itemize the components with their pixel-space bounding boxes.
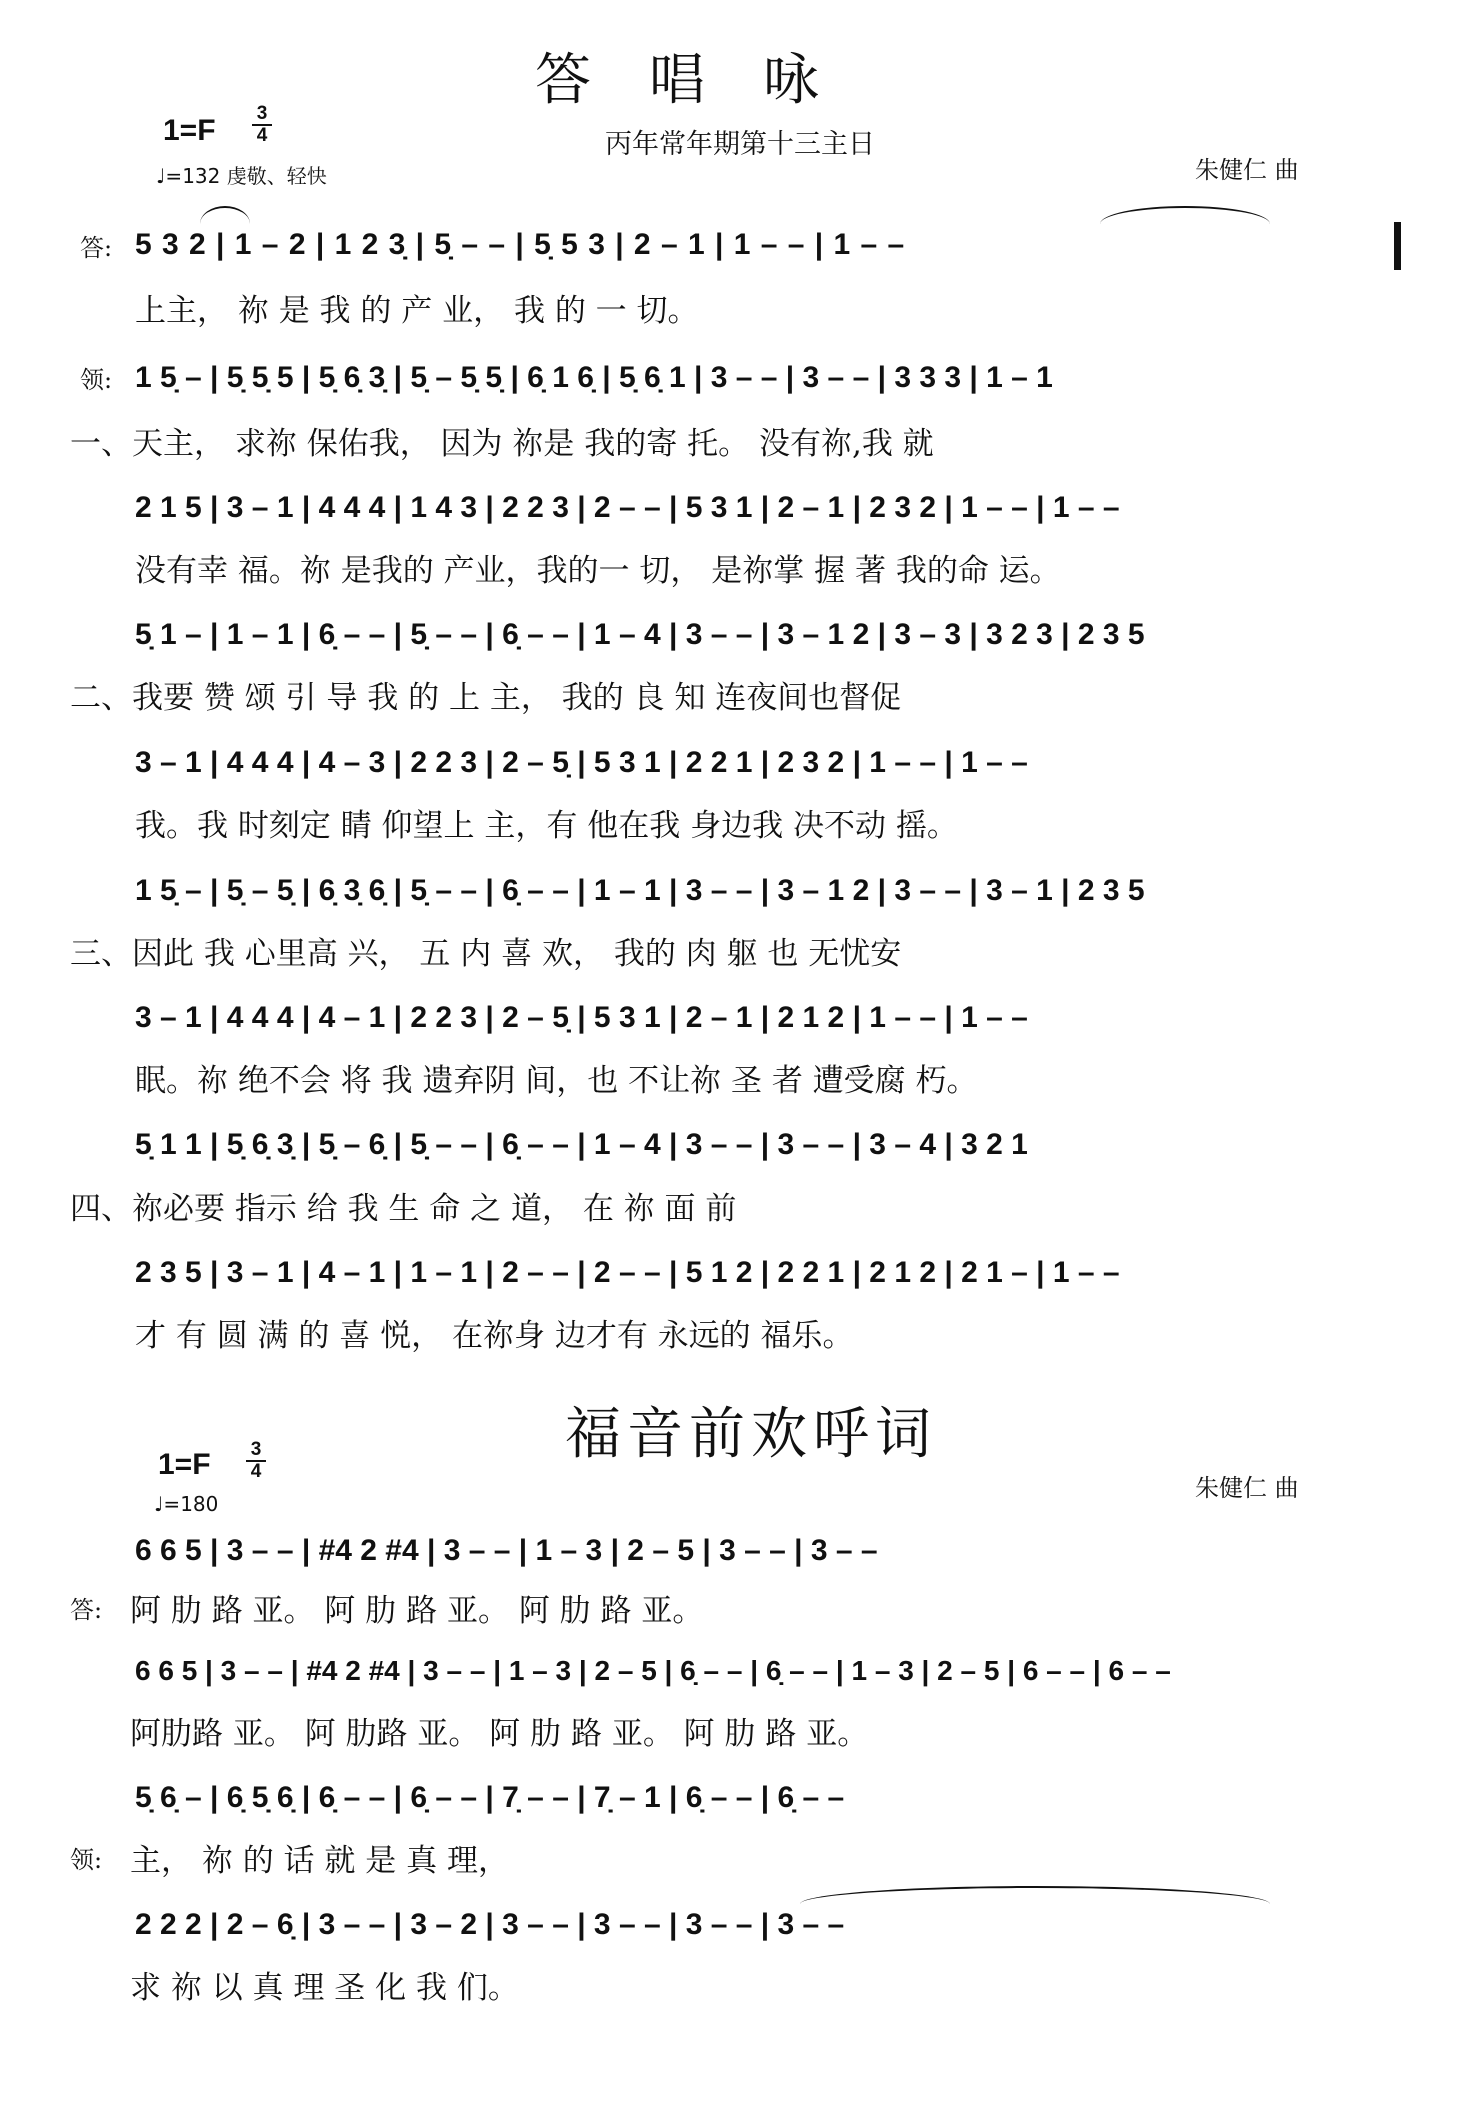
slur <box>200 206 250 224</box>
lyrics-line: 才 有 圆 满 的 喜 悦， 在祢身 边才有 永远的 福乐。 <box>135 1318 854 1354</box>
lyrics-line: 阿 肋 路 亚。 阿 肋 路 亚。 阿 肋 路 亚。 <box>130 1593 704 1629</box>
song2-time-signature <box>246 1440 266 1482</box>
notation-row <box>135 612 1400 658</box>
notation-row <box>135 1528 1400 1574</box>
notes: 2 3 5 | 3 – 1 | 4 – 1 | 1 – 1 | 2 – – | 2 – – | 5 1 2 | 2 2 1 | 2 1 2 | 2 1 – | 1 – – <box>135 1256 1120 1289</box>
row-label: 答: <box>70 1596 103 1624</box>
slur <box>1100 206 1270 224</box>
notes: 5̣ 1 – | 1 – 1 | 6̣ – – | 5̣ – – | 6̣ – – | 1 – 4 | 3 – – | 3 – 1 2 | 3 – 3 | 3 2 3 | 2 3 5 <box>135 618 1145 651</box>
time-top: 3 <box>250 1439 262 1460</box>
time-bottom: 4 <box>256 125 268 146</box>
notes: 2 1 5 | 3 – 1 | 4 4 4 | 1 4 3 | 2 2 3 | 2 – – | 5 3 1 | 2 – 1 | 2 3 2 | 1 – – | 1 – – <box>135 491 1120 524</box>
lyrics-line: 求 祢 以 真 理 圣 化 我 们。 <box>130 1970 519 2006</box>
lyrics-line: 我。我 时刻定 睛 仰望上 主，有 他在我 身边我 决不动 摇。 <box>135 808 958 844</box>
row-label: 领: <box>70 1846 103 1874</box>
lyrics-line: 没有幸 福。祢 是我的 产业，我的一 切， 是祢掌 握 著 我的命 运。 <box>135 553 1061 589</box>
row-label: 领: <box>80 366 113 394</box>
notes: 6 6 5 | 3 – – | #4 2 #4 | 3 – – | 1 – 3 | 2 – 5 | 3 – – | 3 – – <box>135 1534 878 1567</box>
lyrics-line: 眠。祢 绝不会 将 我 遗弃阴 间，也 不让祢 圣 者 遭受腐 朽。 <box>135 1063 978 1099</box>
song1-tempo: ♩=132 虔敬、轻快 <box>156 164 327 188</box>
time-top: 3 <box>256 103 268 124</box>
notation-row <box>135 355 1400 401</box>
song1-key: 1=F <box>163 114 216 147</box>
notes: 1 5̣ – | 5̣ 5̣ 5 | 5̣ 6̣ 3̣ | 5̣ – 5̣ 5̣ | 6̣ 1 6̣ | 5̣ 6̣ 1 | 3 – – | 3 – – | 3 3 3 | 1 – 1 <box>135 361 1053 394</box>
notes: 2 2 2 | 2 – 6̣ | 3 – – | 3 – 2 | 3 – – | 3 – – | 3 – – | 3 – – <box>135 1908 845 1941</box>
song2-title: 福音前欢呼词 <box>565 1402 937 1467</box>
notes: 5 3 2 | 1 – 2 | 1 2 3̣ | 5̣ – – | 5̣ 5 3 | 2 – 1 | 1 – – | 1 – – <box>135 228 906 261</box>
notation-row <box>135 1648 1400 1694</box>
notes: 5̣ 1 1 | 5̣ 6̣ 3̣ | 5̣ – 6̣ | 5̣ – – | 6̣ – – | 1 – 4 | 3 – – | 3 – – | 3 – 4 | 3 2 1 <box>135 1128 1028 1161</box>
notes: 6 6 5 | 3 – – | #4 2 #4 | 3 – – | 1 – 3 | 2 – 5 | 6̣ – – | 6̣ – – | 1 – 3 | 2 – 5 | 6 – – | 6 – – <box>135 1655 1171 1686</box>
notation-row <box>135 868 1400 914</box>
notation-row <box>135 485 1400 531</box>
song2-composer: 朱健仁 曲 <box>1195 1474 1299 1502</box>
notes: 3 – 1 | 4 4 4 | 4 – 3 | 2 2 3 | 2 – 5̣ | 5 3 1 | 2 2 1 | 2 3 2 | 1 – – | 1 – – <box>135 746 1028 779</box>
lyrics-line: 一、天主， 求祢 保佑我， 因为 祢是 我的寄 托。 没有祢,我 就 <box>70 426 934 462</box>
lyrics-line: 阿肋路 亚。 阿 肋路 亚。 阿 肋 路 亚。 阿 肋 路 亚。 <box>130 1716 869 1752</box>
song1-time-signature <box>252 104 272 146</box>
song1-title: 答唱咏 <box>535 48 877 113</box>
song2-key: 1=F <box>158 1448 211 1481</box>
lyrics-line: 四、祢必要 指示 给 我 生 命 之 道， 在 祢 面 前 <box>70 1191 737 1227</box>
lyrics-line: 上主， 祢 是 我 的 产 业， 我 的 一 切。 <box>135 293 699 329</box>
lyrics-line: 三、因此 我 心里高 兴， 五 内 喜 欢， 我的 肉 躯 也 无忧安 <box>70 936 902 972</box>
time-bottom: 4 <box>250 1461 262 1482</box>
song2-tempo: ♩=180 <box>154 1492 219 1516</box>
notes: 3 – 1 | 4 4 4 | 4 – 1 | 2 2 3 | 2 – 5̣ | 5 3 1 | 2 – 1 | 2 1 2 | 1 – – | 1 – – <box>135 1001 1028 1034</box>
song1-subtitle: 丙年常年期第十三主日 <box>605 129 875 160</box>
notation-row <box>135 1775 1400 1821</box>
song1-composer: 朱健仁 曲 <box>1195 156 1299 184</box>
notation-row <box>135 1122 1400 1168</box>
row-label: 答: <box>80 234 113 262</box>
lyrics-line: 二、我要 赞 颂 引 导 我 的 上 主， 我的 良 知 连夜间也督促 <box>70 680 902 716</box>
notation-row <box>135 995 1400 1041</box>
notation-row <box>135 222 1400 268</box>
notation-row <box>135 1902 1400 1948</box>
slur <box>800 1886 1270 1904</box>
notes: 5̣ 6̣ – | 6̣ 5̣ 6̣ | 6̣ – – | 6̣ – – | 7̣ – – | 7̣ – 1 | 6̣ – – | 6̣ – – <box>135 1781 845 1814</box>
notes: 1 5̣ – | 5̣ – 5̣ | 6̣ 3̣ 6̣ | 5̣ – – | 6̣ – – | 1 – 1 | 3 – – | 3 – 1 2 | 3 – – | 3 – 1 | 2 3 5 <box>135 874 1145 907</box>
lyrics-line: 主， 祢 的 话 就 是 真 理， <box>130 1843 509 1879</box>
notation-row <box>135 1250 1400 1296</box>
barline <box>1394 222 1401 270</box>
notation-row <box>135 740 1400 786</box>
